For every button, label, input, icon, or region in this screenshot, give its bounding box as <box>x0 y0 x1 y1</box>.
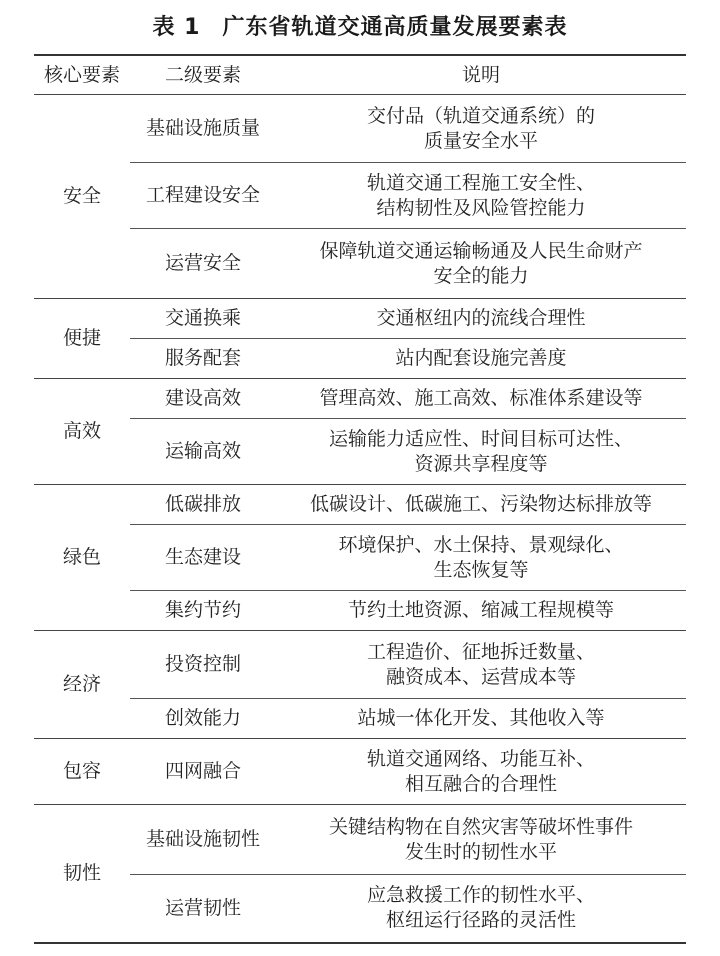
description-line: 站城一体化开发、其他收入等 <box>357 707 605 729</box>
description-line: 管理高效、施工高效、标准体系建设等 <box>319 387 643 409</box>
description-cell <box>276 875 686 943</box>
core-element-cell: 高效 <box>34 379 130 485</box>
table-title-text: 广东省轨道交通高质量发展要素表 <box>222 15 568 40</box>
description-cell <box>276 699 686 739</box>
core-element-cell: 经济 <box>34 631 130 739</box>
description-cell <box>276 379 686 419</box>
description-line: 枢纽运行径路的灵活性 <box>385 909 576 932</box>
description-line: 交通枢纽内的流线合理性 <box>376 307 586 329</box>
description-line: 工程造价、征地拆迁数量、 <box>366 640 595 663</box>
table-row <box>34 525 686 591</box>
description-cell <box>276 739 686 805</box>
sub-element-cell: 服务配套 <box>130 339 276 379</box>
description-line: 低碳设计、低碳施工、污染物达标排放等 <box>309 493 652 515</box>
description-cell <box>276 631 686 699</box>
table-row <box>34 875 686 943</box>
sub-element-cell: 集约节约 <box>130 591 276 631</box>
sub-element-cell: 四网融合 <box>130 739 276 805</box>
description-line: 节约土地资源、缩减工程规模等 <box>347 599 614 621</box>
table-row <box>34 739 686 805</box>
elements-table <box>34 54 686 944</box>
table-row <box>34 163 686 229</box>
description-line: 融资成本、运营成本等 <box>385 665 576 688</box>
table-row <box>34 229 686 299</box>
description-cell <box>276 805 686 875</box>
description-cell <box>276 229 686 299</box>
description-cell <box>276 525 686 591</box>
core-element-cell: 绿色 <box>34 485 130 631</box>
header-sub: 二级要素 <box>130 55 276 95</box>
header-desc: 说明 <box>276 55 686 95</box>
sub-element-cell: 工程建设安全 <box>130 163 276 229</box>
table-row <box>34 379 686 419</box>
table-row <box>34 299 686 339</box>
table-row <box>34 485 686 525</box>
table-row <box>34 631 686 699</box>
core-element-cell: 包容 <box>34 739 130 805</box>
description-line: 站内配套设施完善度 <box>395 347 567 369</box>
sub-element-cell: 生态建设 <box>130 525 276 591</box>
header-core: 核心要素 <box>34 55 130 95</box>
description-line: 环境保护、水土保持、景观绿化、 <box>338 533 624 556</box>
sub-element-cell: 运营安全 <box>130 229 276 299</box>
table-title <box>0 10 720 41</box>
sub-element-cell: 建设高效 <box>130 379 276 419</box>
description-line: 运输能力适应性、时间目标可达性、 <box>328 427 633 450</box>
sub-element-cell: 基础设施质量 <box>130 95 276 163</box>
description-line: 结构韧性及风险管控能力 <box>376 196 586 219</box>
description-cell <box>276 339 686 379</box>
description-line: 应急救援工作的韧性水平、 <box>366 884 595 907</box>
description-line: 发生时的韧性水平 <box>404 840 557 863</box>
table-row <box>34 699 686 739</box>
sub-element-cell: 运输高效 <box>130 419 276 485</box>
header-row <box>34 55 686 95</box>
core-element-cell: 便捷 <box>34 299 130 379</box>
sub-element-cell: 基础设施韧性 <box>130 805 276 875</box>
description-line: 质量安全水平 <box>423 129 538 152</box>
description-line: 生态恢复等 <box>433 558 529 581</box>
description-line: 资源共享程度等 <box>414 452 548 475</box>
description-line: 轨道交通网络、功能互补、 <box>366 747 595 770</box>
table-body <box>34 95 686 943</box>
table-row <box>34 419 686 485</box>
description-line: 保障轨道交通运输畅通及人民生命财产 <box>319 239 643 262</box>
description-cell <box>276 95 686 163</box>
description-cell <box>276 163 686 229</box>
description-cell <box>276 419 686 485</box>
description-line: 相互融合的合理性 <box>404 772 557 795</box>
core-element-cell: 安全 <box>34 95 130 299</box>
table-row <box>34 805 686 875</box>
sub-element-cell: 交通换乘 <box>130 299 276 339</box>
sub-element-cell: 运营韧性 <box>130 875 276 943</box>
sub-element-cell: 创效能力 <box>130 699 276 739</box>
description-cell <box>276 485 686 525</box>
table-row <box>34 591 686 631</box>
table-row <box>34 339 686 379</box>
description-line: 安全的能力 <box>433 264 529 287</box>
sub-element-cell: 投资控制 <box>130 631 276 699</box>
description-cell <box>276 591 686 631</box>
description-cell <box>276 299 686 339</box>
table-row <box>34 95 686 163</box>
description-line: 关键结构物在自然灾害等破坏性事件 <box>328 815 633 838</box>
description-line: 轨道交通工程施工安全性、 <box>366 171 595 194</box>
core-element-cell: 韧性 <box>34 805 130 943</box>
description-line: 交付品（轨道交通系统）的 <box>366 104 595 127</box>
sub-element-cell: 低碳排放 <box>130 485 276 525</box>
table-number: 表 1 <box>152 15 201 40</box>
